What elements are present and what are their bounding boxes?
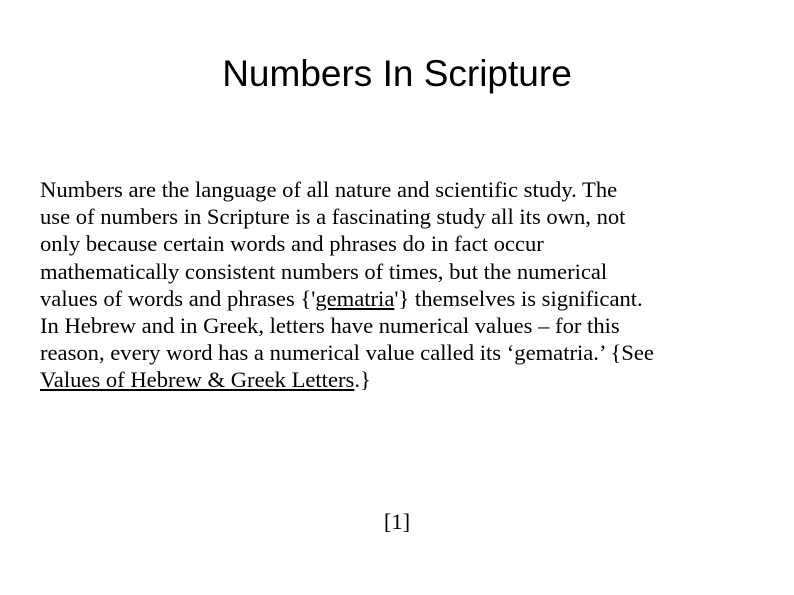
- slide-title: Numbers In Scripture: [222, 53, 572, 94]
- body-line: Numbers are the language of all nature and scientific study. The: [40, 177, 618, 202]
- body-line: In Hebrew and in Greek, letters have numerical values – for this: [40, 313, 620, 339]
- letter-values-link[interactable]: Values of Hebrew & Greek Letters: [40, 367, 355, 393]
- body-line: only because certain words and phrases do in fact occur: [40, 231, 544, 257]
- body-line: [40, 285, 760, 312]
- slide-number: [1]: [383, 509, 411, 534]
- body-text-segment: .}: [354, 367, 371, 393]
- body-text-segment: '} themselves is significant.: [394, 285, 643, 311]
- body-line: reason, every word has a numerical value called its ‘gematria.’ {See: [40, 340, 654, 366]
- body-line: use of numbers in Scripture is a fascinating study all its own, not: [40, 204, 626, 230]
- body-text-segment: values of words and phrases {': [40, 285, 316, 311]
- gematria-link[interactable]: gematria: [315, 285, 395, 311]
- body-paragraph: [40, 176, 760, 394]
- body-line: mathematically consistent numbers of times, but the numerical: [40, 258, 608, 284]
- body-line: [40, 366, 760, 393]
